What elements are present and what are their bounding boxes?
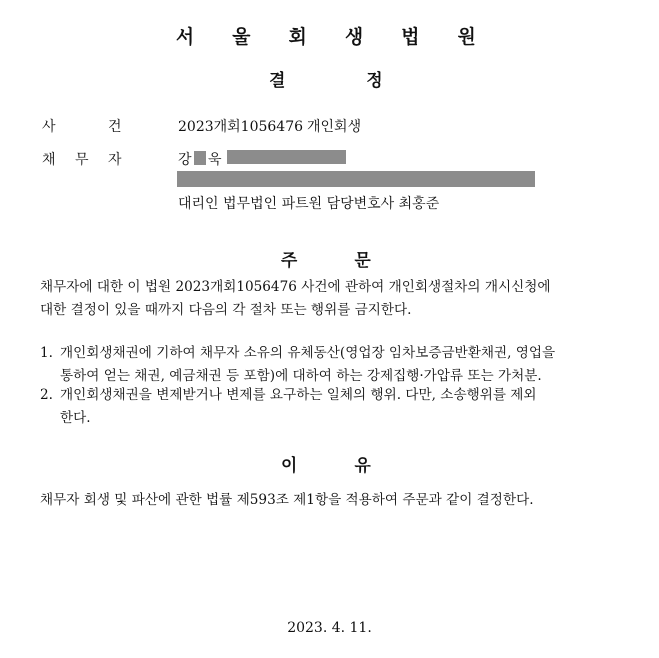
order-item-number: 1. [40, 345, 53, 361]
reason-heading [0, 451, 652, 476]
case-label-char: 건 [108, 119, 122, 135]
case-number: 2023개회1056476 [178, 119, 304, 135]
order-item-line: 통하여 얻는 채권, 예금채권 등 포함)에 대하여 하는 강제집행·가압류 또는 가처분. [60, 368, 542, 384]
debtor-label-char: 채 [42, 152, 56, 168]
case-label-char: 사 [42, 119, 56, 135]
decision-date: 2023. 4. 11. [287, 620, 372, 636]
redaction-block [177, 171, 535, 187]
order-intro-line: 채무자에 대한 이 법원 2023개회1056476 사건에 관하여 개인회생절차의 개시신청에 [40, 279, 551, 295]
court-name: 서 울 회 생 법 원 [175, 26, 492, 48]
doc-type-char: 정 [366, 71, 383, 91]
redaction-block [227, 150, 346, 164]
reason-heading-char: 이 [280, 456, 298, 476]
reason-heading-char: 유 [354, 456, 371, 476]
debtor-label-char: 자 [108, 152, 122, 168]
debtor-agent: 대리인 법무법인 파트원 담당변호사 최홍준 [178, 196, 440, 212]
order-intro-line: 대한 결정이 있을 때까지 다음의 각 절차 또는 행위를 금지한다. [40, 302, 412, 318]
redaction-block [194, 151, 206, 165]
order-item-line: 개인회생채권을 변제받거나 변제를 요구하는 일체의 행위. 다만, 소송행위를 제외 [60, 387, 537, 403]
reason-text: 채무자 회생 및 파산에 관한 법률 제593조 제1항을 적용하여 주문과 같이 결정한다. [40, 492, 534, 508]
debtor-name-first: 강 [178, 152, 192, 168]
debtor-name-last: 욱 [208, 152, 222, 168]
order-item-line: 한다. [60, 410, 91, 426]
order-item-number: 2. [40, 387, 53, 403]
debtor-label-char: 무 [75, 152, 89, 168]
order-heading [0, 246, 652, 271]
doc-type-char: 결 [269, 71, 286, 91]
case-type: 개인회생 [307, 119, 362, 135]
order-heading-char: 문 [354, 251, 371, 271]
order-item-line: 개인회생채권에 기하여 채무자 소유의 유체동산(영업장 임차보증금반환채권, 영업을 [60, 345, 556, 361]
document-type-heading [0, 66, 652, 91]
order-heading-char: 주 [280, 251, 298, 271]
